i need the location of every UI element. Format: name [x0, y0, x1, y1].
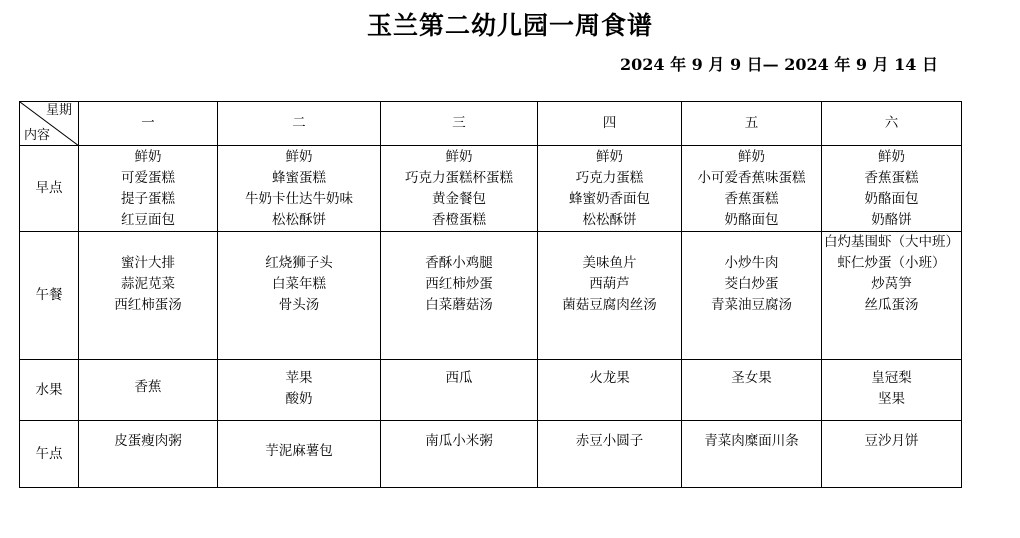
- menu-item: 鲜奶: [596, 149, 623, 165]
- menu-cell: [822, 146, 962, 232]
- menu-item: 提子蛋糕: [121, 191, 175, 207]
- weekly-menu-table: [19, 101, 962, 488]
- row-breakfast: [20, 146, 962, 232]
- menu-item: 香蕉: [134, 379, 162, 395]
- menu-item: 芋泥麻薯包: [265, 443, 333, 459]
- day-header-sat: 六: [822, 102, 962, 146]
- date-range: 2024 年 9 月 9 日— 2024 年 9 月 14 日: [620, 55, 939, 74]
- day-header-mon: 一: [79, 102, 218, 146]
- row-label-afternoon-snack: 午点: [20, 421, 79, 488]
- menu-item: 蒜泥苋菜: [121, 276, 175, 292]
- menu-item: 巧克力蛋糕: [575, 170, 644, 186]
- menu-item: 巧克力蛋糕杯蛋糕: [405, 170, 513, 186]
- row-fruit: [20, 360, 962, 421]
- menu-cell: [538, 360, 682, 421]
- menu-item: 鲜奶: [878, 149, 905, 165]
- menu-cell: [538, 146, 682, 232]
- menu-item: 小炒牛肉: [724, 255, 779, 271]
- menu-item: 蜜汁大排: [121, 255, 175, 271]
- menu-item: 奶酪饼: [871, 212, 912, 228]
- row-afternoon-snack: [20, 421, 962, 488]
- menu-item: 松松酥饼: [272, 212, 326, 228]
- menu-item: 西葫芦: [589, 276, 630, 292]
- row-label-fruit: 水果: [20, 360, 79, 421]
- menu-cell: [218, 360, 381, 421]
- menu-item: 红烧狮子头: [265, 255, 333, 271]
- menu-cell: [79, 421, 218, 488]
- menu-item: 松松酥饼: [582, 212, 637, 228]
- menu-item: 圣女果: [731, 370, 772, 386]
- menu-item: 鲜奶: [445, 149, 473, 165]
- menu-item: 炒莴笋: [871, 276, 912, 292]
- corner-label-weekday: 星期: [45, 103, 72, 118]
- menu-item: 黄金餐包: [432, 191, 486, 207]
- menu-item: 香蕉蛋糕: [724, 191, 779, 207]
- page-title: 玉兰第二幼儿园一周食谱: [366, 11, 653, 40]
- day-header-thu: 四: [538, 102, 682, 146]
- menu-item: 香酥小鸡腿: [425, 255, 493, 271]
- menu-item: 酸奶: [285, 391, 313, 407]
- menu-item: 白菜蘑菇汤: [425, 297, 493, 313]
- menu-item: 蜂蜜奶香面包: [569, 191, 650, 207]
- menu-item: 茭白炒蛋: [724, 276, 779, 292]
- menu-item: 西瓜: [445, 370, 473, 386]
- menu-item: 坚果: [878, 391, 905, 407]
- menu-item: 赤豆小圆子: [575, 433, 644, 449]
- menu-cell: [79, 232, 218, 360]
- day-header-tue: 二: [218, 102, 381, 146]
- row-label-lunch: 午餐: [20, 232, 79, 360]
- menu-item: 火龙果: [589, 370, 630, 386]
- corner-label-content: 内容: [24, 128, 51, 143]
- corner-cell: [20, 102, 79, 146]
- menu-item: 青菜肉糜面川条: [704, 433, 799, 449]
- row-lunch: [20, 232, 962, 360]
- menu-item: 可爱蛋糕: [121, 170, 175, 186]
- menu-item: 苹果: [285, 370, 313, 386]
- menu-item: 白菜年糕: [272, 276, 326, 292]
- menu-cell: [218, 421, 381, 488]
- menu-item: 虾仁炒蛋（小班）: [837, 255, 946, 271]
- menu-item: 豆沙月饼: [864, 433, 919, 449]
- menu-cell: [381, 421, 538, 488]
- menu-cell: [822, 360, 962, 421]
- menu-item: 骨头汤: [278, 297, 320, 313]
- menu-item: 皇冠梨: [871, 370, 912, 386]
- menu-cell: [822, 421, 962, 488]
- menu-item: 香橙蛋糕: [432, 212, 486, 228]
- menu-item: 红豆面包: [121, 212, 175, 228]
- menu-item: 美味鱼片: [582, 255, 637, 271]
- menu-cell: [381, 360, 538, 421]
- menu-item: 香蕉蛋糕: [864, 170, 919, 186]
- menu-cell: [79, 146, 218, 232]
- menu-item: 西红柿炒蛋: [425, 276, 493, 292]
- row-label-breakfast: 早点: [20, 146, 79, 232]
- menu-item: 鲜奶: [738, 149, 765, 165]
- menu-cell: [682, 232, 822, 360]
- menu-item: 南瓜小米粥: [425, 433, 493, 449]
- menu-cell: [218, 232, 381, 360]
- menu-cell: [682, 360, 822, 421]
- menu-item: 鲜奶: [134, 149, 162, 165]
- menu-item: 丝瓜蛋汤: [864, 297, 919, 313]
- menu-cell: [682, 421, 822, 488]
- menu-cell: [682, 146, 822, 232]
- menu-cell: [381, 232, 538, 360]
- menu-item: 西红柿蛋汤: [114, 297, 182, 313]
- menu-cell: [79, 360, 218, 421]
- header-row: [20, 102, 962, 146]
- menu-item: 奶酪面包: [724, 212, 779, 228]
- menu-item: 小可爱香蕉味蛋糕: [697, 170, 806, 186]
- menu-item: 牛奶卡仕达牛奶味: [245, 191, 353, 207]
- menu-cell: [218, 146, 381, 232]
- menu-cell: [538, 232, 682, 360]
- menu-item: 白灼基围虾（大中班）: [824, 234, 959, 250]
- menu-item: 奶酪面包: [864, 191, 919, 207]
- day-header-wed: 三: [381, 102, 538, 146]
- menu-item: 蜂蜜蛋糕: [272, 170, 326, 186]
- day-header-fri: 五: [682, 102, 822, 146]
- menu-item: 皮蛋瘦肉粥: [114, 433, 182, 449]
- menu-item: 青菜油豆腐汤: [711, 297, 792, 313]
- menu-item: 菌菇豆腐肉丝汤: [562, 297, 657, 313]
- menu-cell: [822, 232, 962, 360]
- menu-cell: [381, 146, 538, 232]
- menu-cell: [538, 421, 682, 488]
- menu-item: 鲜奶: [285, 149, 313, 165]
